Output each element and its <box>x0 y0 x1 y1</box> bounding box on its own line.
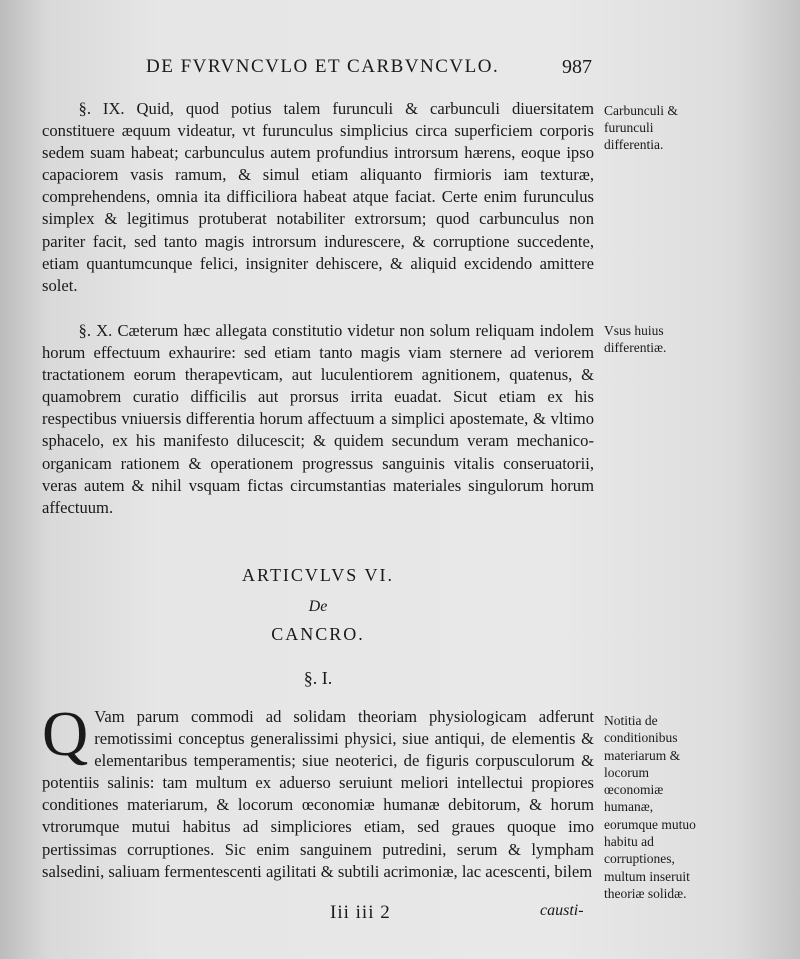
article-title: ARTICVLVS VI. <box>242 565 394 585</box>
paragraph-x-text: §. X. Cæterum hæc allegata constitutio videtur non solum reliquam indolem horum effectuum exhaurire: sed etiam tanto magis viam sternere ad veriorem tractationem eorum therapevticam, aut luculentiorem agnitionem, quatenus, & quamobrem curatio difficilis aut prorsus irrita euadat. Sicut etiam ex his respectibus vniuersis differentia horum affectuum a simplici apostemate, & vltimo sphacelo, ex his manifesto dilucescit; & quidem secundum veram mechanico-organicam rationem & operationem progressus sanguinis vitalis conseruatorii, veras autem & nihil vsquam fictas circumstantias materiales singulorum horum affectuum. <box>42 321 594 517</box>
paragraph-x <box>42 320 594 519</box>
signature-mark: Iii iii 2 <box>330 902 391 923</box>
article-de: De <box>308 598 328 615</box>
article-subject: CANCRO. <box>271 624 365 644</box>
page-edge-shadow <box>740 0 800 959</box>
margin-note-differentia: Carbunculi & furunculi differentia. <box>604 103 678 152</box>
catchword: causti- <box>540 902 584 919</box>
paragraph-ix <box>42 98 594 297</box>
paragraph-ix-text: §. IX. Quid, quod potius talem furunculi & carbunculi diuersitatem constituere æquum videatur, vt furunculus simplicius circa superficiem corporis sedem suam habeat; carbunculus autem profundius introrsum hærens, eoque ipso capaciorem vasis ramum, & simul etiam aliquanto firmioris iam texturæ, comprehendens, omnia ita difficiliora habeat atque faciat. Certe enim furunculus simplex & legitimus protuberat notabiliter extrorsum; quod carbunculus non pariter facit, sed tanto magis introrsum indurescere, & corruptione succedente, etiam quantumcunque felici, insigniter dehiscere, & aliquid excidendo amittere solet. <box>42 99 594 295</box>
paragraph-i-text: Vam parum commodi ad solidam theoriam physiologicam adferunt remotissimi conceptus generalissimi physici, siue antiqui, de elementis & elementaribus temperamentis; siue neoterici, de figuris corpusculorum & potentiis salinis: tam multum ex aduerso seruiunt meliori intellectui propiores conditiones materiarum, & locorum œconomiæ humanæ debitorum, & horum vtrorumque mutui habitus ad simpliciores etiam, sed graues quoque imo pertissimas corruptiones. Sic enim sanguinem putredini, serum & lympham salsedini, saliuam fermentescenti agilitati & subtili acrimoniæ, lac acescenti, bilem <box>42 707 594 881</box>
margin-note-notitia: Notitia de conditionibus materiarum & locorum œconomiæ humanæ, eorumque mutuo habitu ad corruptiones, multum inseruit theoriæ solidæ. <box>604 713 696 901</box>
margin-note-vsus: Vsus huius differentiæ. <box>604 323 667 355</box>
paragraph-i <box>42 698 594 883</box>
section-mark: §. I. <box>303 668 333 688</box>
running-head: DE FVRVNCVLO ET CARBVNCVLO. <box>146 56 500 77</box>
drop-cap: Q <box>42 698 89 769</box>
page-number: 987 <box>562 56 592 78</box>
